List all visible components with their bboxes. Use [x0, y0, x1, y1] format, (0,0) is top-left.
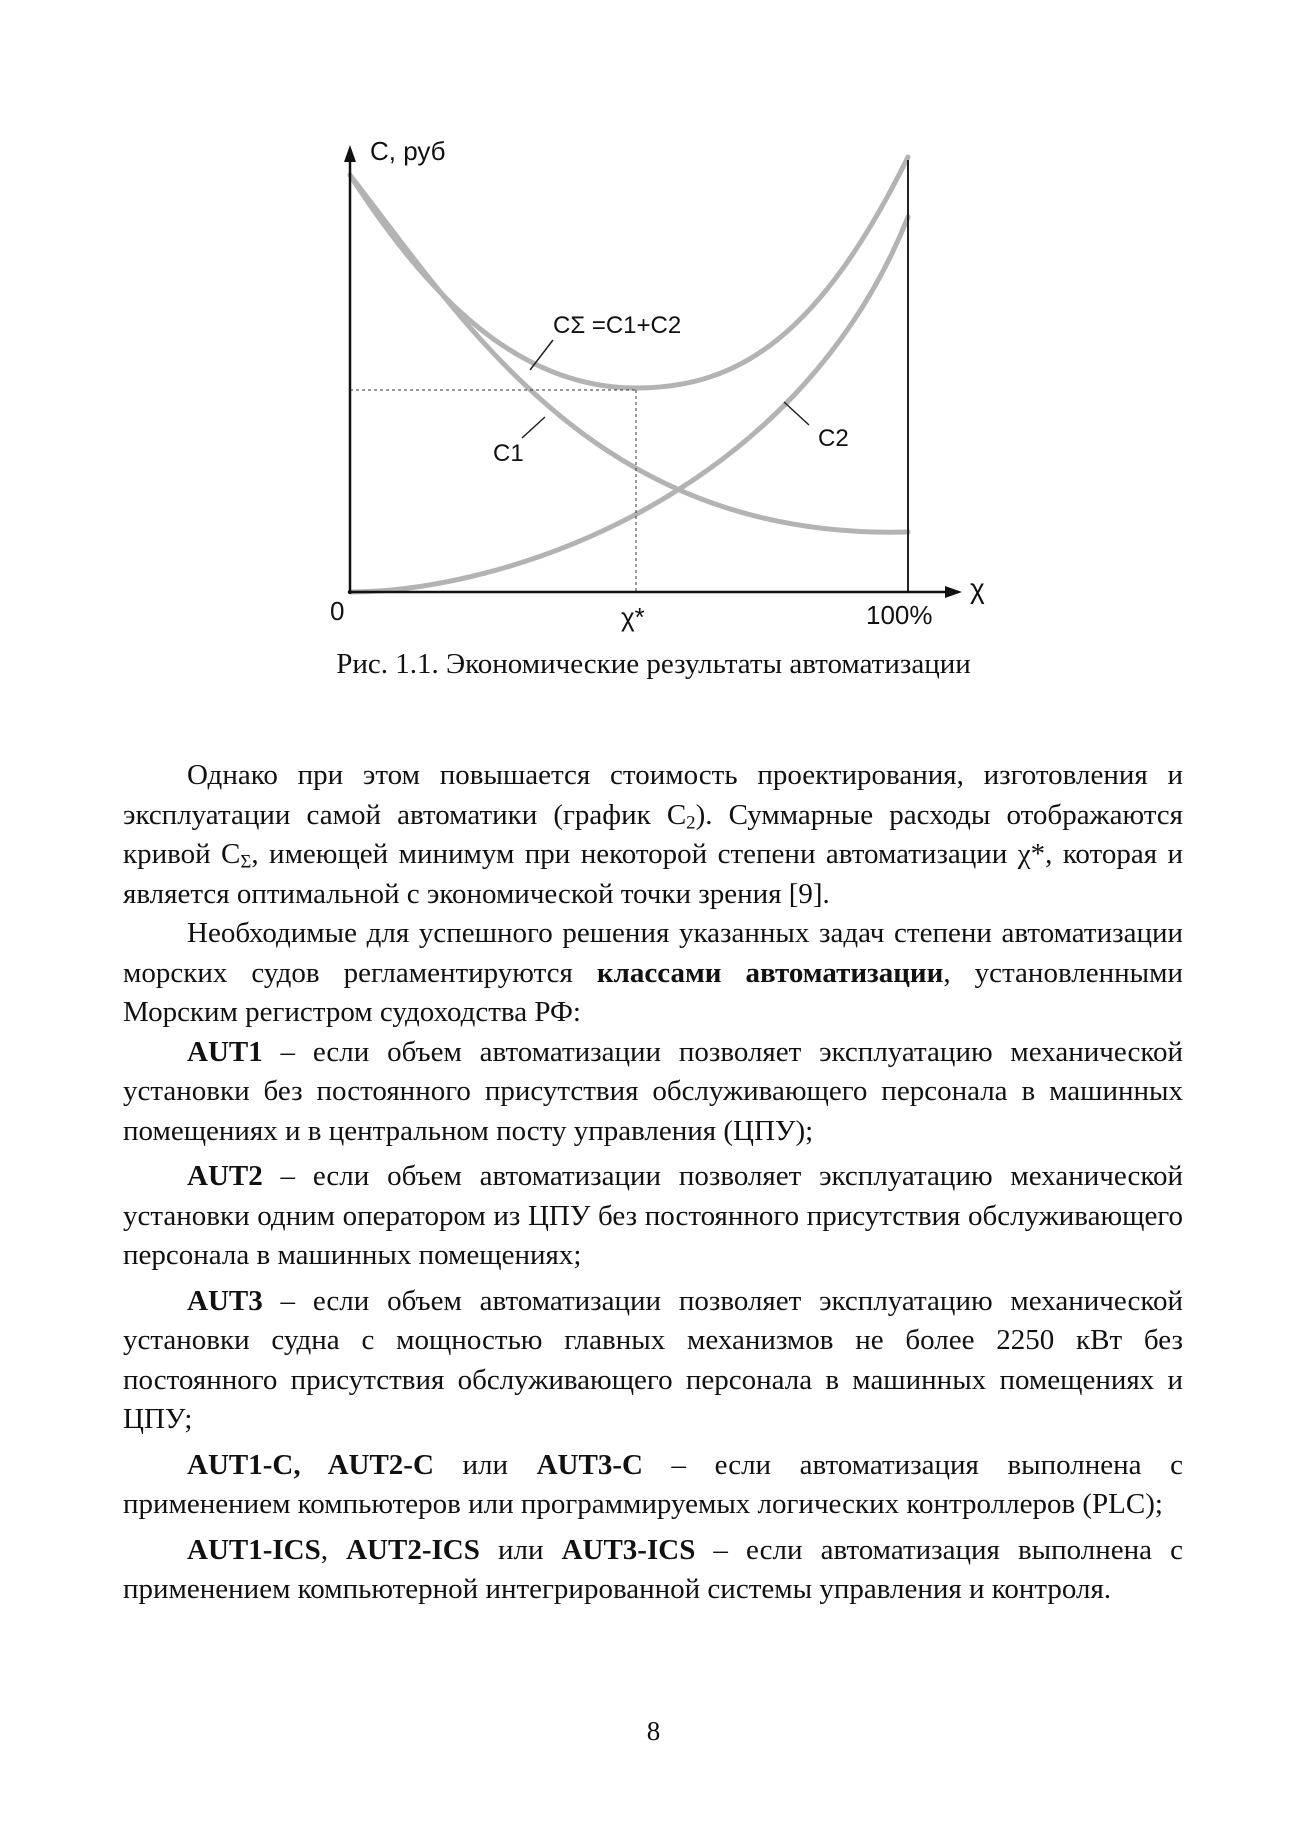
paragraph-automation-classes: Необходимые для успешного решения указанных задач степени автоматизации морских судов регламентируются классами автоматизации, установленными Морским регистром судоходства РФ: — [123, 917, 1184, 1028]
x-axis-label: χ — [970, 573, 985, 604]
paragraph-aut-c: AUT1-C, AUT2-C или AUT3-C – если автоматизация выполнена с применением компьютеров или программируемых логических контроллеров (PLC); — [123, 1448, 1184, 1520]
figure-economic-results — [0, 0, 1307, 700]
y-axis-arrow — [344, 145, 356, 162]
x-optimum-label: χ* — [621, 602, 645, 632]
curve-c1 — [350, 175, 908, 532]
curve-c-sum — [350, 157, 908, 388]
paragraph-aut-ics: AUT1-ICS, AUT2-ICS или AUT3-ICS – если автоматизация выполнена с применением компьютерной интегрированной системы управления и контроля. — [123, 1533, 1183, 1605]
curve-sum-label: CΣ =C1+C2 — [553, 312, 682, 339]
page-number: 8 — [646, 1716, 661, 1746]
x-full-label: 100% — [866, 600, 933, 630]
paragraph-aut2: AUT2 – если объем автоматизации позволяет эксплуатацию механической установки одним оператором из ЦПУ без постоянного присутствия обслуживающего персонала в машинных помещениях; — [123, 1160, 1183, 1271]
y-axis-label: C, руб — [370, 136, 446, 166]
body-text — [123, 756, 1183, 1616]
curve-c1-label: C1 — [493, 440, 524, 467]
curve-c2 — [350, 217, 908, 592]
x-axis-arrow — [945, 586, 962, 598]
c2-label-leader — [784, 402, 809, 425]
origin-label: 0 — [330, 596, 345, 626]
figure-caption: Рис. 1.1. Экономические результаты автоматизации — [336, 648, 971, 680]
curve-c2-label: C2 — [818, 425, 849, 452]
paragraph-aut1: AUT1 – если объем автоматизации позволяет эксплуатацию механической установки без постоянного присутствия обслуживающего персонала в машинных помещениях и в центральном посту управления (ЦПУ); — [123, 1035, 1183, 1147]
figure-graph — [0, 0, 1307, 700]
c1-label-leader — [522, 417, 545, 438]
paragraph-cost-increase: Однако при этом повышается стоимость проектирования, изготовления и эксплуатации самой автоматики (график $C_2$). Суммарные расходы отображаются кривой $C_\Sigma$, имеющей минимум при некоторой степени автоматизации χ*, которая и является оптимальной с экономической точки зрения [9]. — [123, 759, 1183, 910]
paragraph-aut3: AUT3 – если объем автоматизации позволяет эксплуатацию механической установки судна с мощностью главных механизмов не более 2250 кВт без постоянного присутствия обслуживающего персонала в машинных помещениях и ЦПУ; — [123, 1284, 1183, 1435]
